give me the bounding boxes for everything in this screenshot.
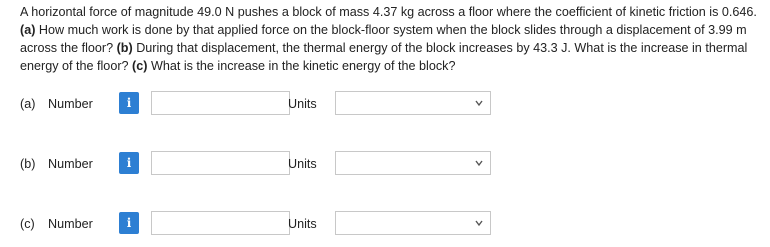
- info-icon[interactable]: i: [119, 152, 139, 174]
- answer-row-c: [20, 211, 760, 237]
- answer-row-b: [20, 151, 760, 177]
- part-a-text: How much work is done by that applied force on the block-floor system when the block slides through a displacement of 3.99 m across the floor?: [20, 23, 747, 55]
- chevron-down-icon: [474, 216, 484, 230]
- problem-intro: A horizontal force of magnitude 49.0 N pushes a block of mass 4.37 kg across a floor where the coefficient of kinetic friction is 0.646.: [20, 5, 757, 19]
- part-c-tag: (c): [132, 59, 148, 73]
- units-label: Units: [288, 157, 317, 171]
- answer-label-b: [20, 156, 93, 172]
- part-b-tag: (b): [116, 41, 133, 55]
- part-a-tag: (a): [20, 23, 36, 37]
- number-label: Number: [48, 97, 93, 111]
- units-select-a[interactable]: [335, 91, 491, 115]
- part-b-text: During that displacement, the thermal energy of the block increases by 43.3 J. What is the increase in thermal energy of the floor?: [20, 41, 748, 73]
- part-label: (a): [20, 97, 36, 111]
- part-c-text: What is the increase in the kinetic energy of the block?: [150, 59, 456, 73]
- info-icon[interactable]: i: [119, 212, 139, 234]
- info-icon[interactable]: i: [119, 92, 139, 114]
- units-select-b[interactable]: [335, 151, 491, 175]
- answer-row-a: [20, 91, 760, 117]
- number-label: Number: [48, 157, 93, 171]
- answer-label-a: [20, 96, 93, 112]
- answer-label-c: [20, 216, 93, 232]
- problem-statement: [20, 3, 760, 75]
- part-label: (c): [20, 217, 35, 231]
- chevron-down-icon: [474, 96, 484, 110]
- units-label: Units: [288, 217, 317, 231]
- units-select-c[interactable]: [335, 211, 491, 235]
- number-label: Number: [48, 217, 93, 231]
- part-label: (b): [20, 157, 36, 171]
- number-input-c[interactable]: [151, 211, 290, 235]
- number-input-b[interactable]: [151, 151, 290, 175]
- number-input-a[interactable]: [151, 91, 290, 115]
- units-label: Units: [288, 97, 317, 111]
- chevron-down-icon: [474, 156, 484, 170]
